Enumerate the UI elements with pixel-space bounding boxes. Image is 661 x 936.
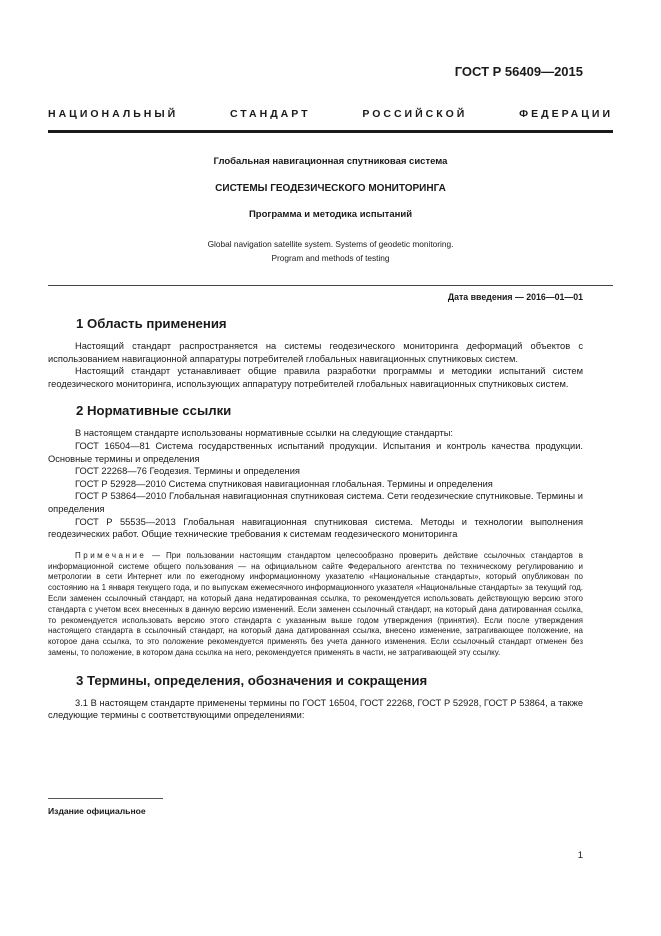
title-block (48, 156, 613, 265)
title-divider (48, 285, 613, 286)
paragraph: 3.1 В настоящем стандарте применены термины по ГОСТ 16504, ГОСТ 22268, ГОСТ Р 52928, ГОСТ Р 53864, а также следующие термины с соответствующими определениями: (48, 697, 583, 721)
english-title-line2: Program and methods of testing (271, 253, 390, 263)
english-title-line1: Global navigation satellite system. Systems of geodetic monitoring. (207, 239, 454, 249)
note-label: Примечание (75, 550, 147, 560)
reference-item: ГОСТ Р 53864—2010 Глобальная навигационная спутниковая система. Сети геодезические спутниковые. Термины и определения (48, 491, 583, 514)
document-body (48, 316, 583, 722)
page-number: 1 (577, 850, 583, 861)
section-scope (48, 316, 583, 390)
paragraph: Настоящий стандарт устанавливает общие правила разработки программы и методики испытаний систем геодезического мониторинга, использующих аппаратуру потребителей глобальных навигационных спутниковых систем. (48, 366, 583, 389)
section-normative-references (48, 403, 583, 658)
header-divider (48, 130, 613, 133)
official-edition-label: Издание официальное (48, 806, 146, 816)
footer-divider (48, 798, 163, 799)
paragraph: Настоящий стандарт распространяется на системы геодезического мониторинга деформаций объектов с использованием навигационной аппаратуры потребителей глобальных навигационных спутниковых систем. (48, 341, 583, 364)
document-subtitle: Программа и методика испытаний (248, 209, 413, 220)
reference-item: ГОСТ Р 55535—2013 Глобальная навигационная спутниковая система. Методы и технологии выполнения геодезических работ. Общие технические требования к системам геодезического мониторинга (48, 516, 583, 540)
reference-item: ГОСТ Р 52928—2010 Система спутниковая навигационная глобальная. Термины и определения (75, 478, 493, 489)
section-heading-scope: 1 Область применения (76, 316, 227, 331)
note (48, 551, 583, 659)
reference-item: ГОСТ 22268—76 Геодезия. Термины и определения (75, 466, 300, 477)
document-code: ГОСТ Р 56409—2015 (454, 64, 583, 79)
section-heading-terms: 3 Термины, определения, обозначения и сокращения (76, 672, 428, 688)
section-heading-references: 2 Нормативные ссылки (76, 403, 232, 419)
national-standard-banner: НАЦИОНАЛЬНЫЙ СТАНДАРТ РОССИЙСКОЙ ФЕДЕРАЦИИ (48, 108, 613, 120)
reference-item: ГОСТ 16504—81 Система государственных испытаний продукции. Испытания и контроль качества продукции. Основные термины и определения (48, 440, 583, 464)
note-text: — При пользовании настоящим стандартом целесообразно проверить действие ссылочных стандартов в информационной системе общего пользования — на официальном сайте Федерального агентства по техническому регулированию и метрологии в сети Интернет или по ежегодному информационному указателю «Национальные стандарты», который опубликован по состоянию на 1 января текущего года, и по выпускам ежемесячного информационного указателя «Национальные стандарты» за текущий год. Если заменен ссылочный стандарт, на который дана недатированная ссылка, то рекомендуется использовать действующую версию этого стандарта с учетом всех внесенных в данную версию изменений. Если заменен ссылочный стандарт, на который дана датированная ссылка, то рекомендуется использовать версию этого стандарта с указанным выше годом утверждения (принятия). Если после утверждения настоящего стандарта в ссылочный стандарт, на который дана датированная ссылка, внесено изменение, затрагивающее положение, на которое дана ссылка, то это положение рекомендуется применять без учета данного изменения. Если ссылочный стандарт отменен без замены, то положение, в котором дана ссылка на него, рекомендуется применять в части, не затрагивающей эту ссылку. (48, 550, 583, 657)
english-title (48, 237, 613, 265)
introduction-date: Дата введения — 2016—01—01 (447, 292, 583, 302)
section-terms (48, 673, 583, 722)
title-line-system: Глобальная навигационная спутниковая система (213, 156, 448, 167)
document-title: СИСТЕМЫ ГЕОДЕЗИЧЕСКОГО МОНИТОРИНГА (215, 183, 446, 194)
paragraph: В настоящем стандарте использованы нормативные ссылки на следующие стандарты: (75, 428, 454, 439)
